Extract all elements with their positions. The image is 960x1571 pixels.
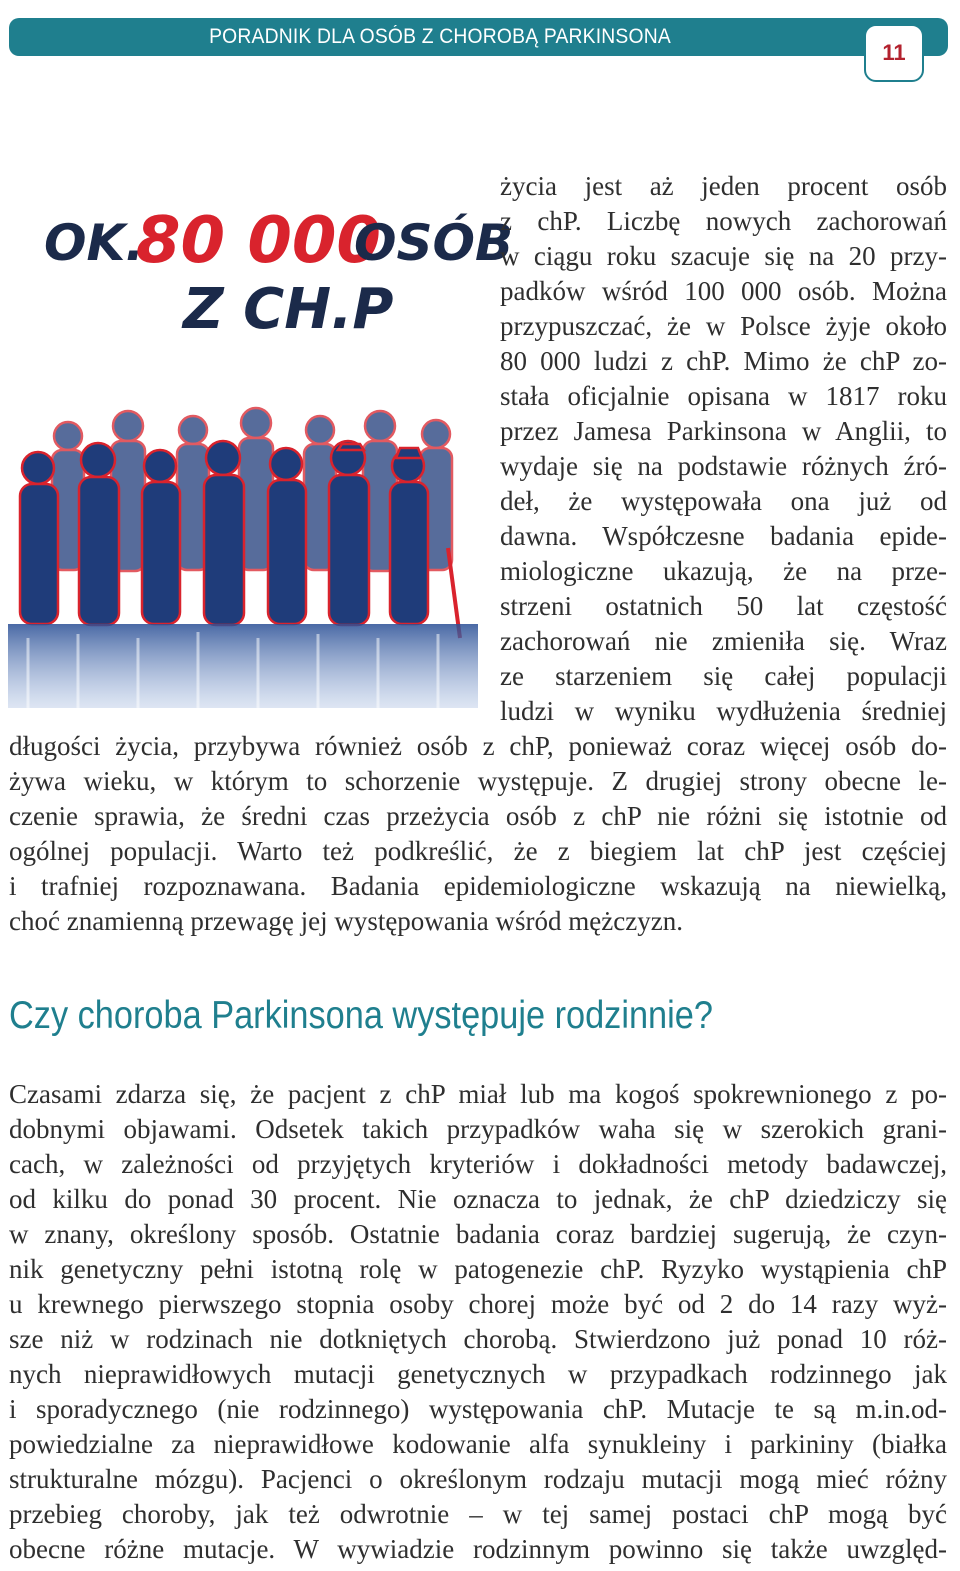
text-line: stała oficjalnie opisana w 1817 roku (500, 381, 947, 411)
text-line: nych nieprawidłowych mutacji genetycznych w przypadkach rodzinnego jak (9, 1359, 947, 1389)
headline-suffix: OSÓB (354, 214, 514, 272)
text-line: z chP. Liczbę nowych zachorowań (500, 206, 947, 236)
text-line: żywa wieku, w którym to schorzenie występuje. Z drugiej strony obecne le- (9, 766, 947, 796)
text-line: ludzi w wyniku wydłużenia średniej (500, 696, 947, 726)
text-line: choć znamienną przewagę jej występowania wśród mężczyzn. (9, 906, 683, 936)
text-line: 80 000 ludzi z chP. Mimo że chP zo- (500, 346, 947, 376)
text-line: życia jest aż jeden procent osób (500, 171, 947, 201)
text-line: strukturalne mózgu). Pacjenci o określonym rodzaju mutacji mogą mieć różny (9, 1464, 947, 1494)
headline-prefix: OK. (44, 214, 145, 272)
text-line: Czasami zdarza się, że pacjent z chP miał lub ma kogoś spokrewnionego z po- (9, 1079, 947, 1109)
paragraph-2 (9, 1077, 947, 1567)
crowd-silhouettes (20, 408, 460, 638)
text-line: i sporadycznego (nie rodzinnego) występowania chP. Mutacje te są m.in.od- (9, 1394, 947, 1424)
text-line: cach, w zależności od przyjętych kryteriów i dokładności metody badawczej, (9, 1149, 947, 1179)
text-line: dawna. Współczesne badania epide- (500, 521, 947, 551)
text-line: w znany, określony sposób. Ostatnie badania coraz bardziej sugerują, że czyn- (9, 1219, 947, 1249)
text-line: u krewnego pierwszego stopnia osoby chorej może być od 2 do 14 razy wyż- (9, 1289, 947, 1319)
text-line: i trafniej rozpoznawana. Badania epidemiologiczne wskazują na niewielką, (9, 871, 947, 901)
paragraph-1-right-column (500, 169, 947, 729)
text-line: dobnymi objawami. Odsetek takich przypadków waha się w szerokich grani- (9, 1114, 947, 1144)
text-line: przez Jamesa Parkinsona w Anglii, to (500, 416, 947, 446)
text-line: długości życia, przybywa również osób z chP, ponieważ coraz więcej osób do- (9, 731, 947, 761)
headline-number: 80 000 (136, 204, 381, 278)
text-line: padków wśród 100 000 osób. Można (500, 276, 947, 306)
text-line: zachorowań nie zmieniła się. Wraz (500, 626, 947, 656)
text-line: ze starzeniem się całej populacji (500, 661, 947, 691)
header-bar (9, 18, 948, 65)
text-line: strzeni ostatnich 50 lat częstość (500, 591, 947, 621)
text-line: czenie sprawia, że średni czas przeżycia osób z chP nie różni się istotnie od (9, 801, 947, 831)
text-line: nik genetyczny pełni istotną rolę w patogenezie chP. Ryzyko wystąpienia chP (9, 1254, 947, 1284)
page-number: 11 (864, 24, 924, 82)
text-line: przypuszczać, że w Polsce żyje około (500, 311, 947, 341)
text-line: sze niż w rodzinach nie dotkniętych chorobą. Stwierdzono już ponad 10 róż- (9, 1324, 947, 1354)
crowd-illustration (8, 168, 514, 708)
section-heading: Czy choroba Parkinsona występuje rodzinnie? (9, 994, 713, 1037)
running-title: PORADNIK DLA OSÓB Z CHOROBĄ PARKINSONA (209, 25, 671, 48)
text-line: od kilku do ponad 30 procent. Nie oznacza to jednak, że chP dziedziczy się (9, 1184, 947, 1214)
text-line: w ciągu roku szacuje się na 20 przy- (500, 241, 947, 271)
text-line: wydaje się na podstawie różnych źró- (500, 451, 947, 481)
text-line: ogólnej populacji. Warto też podkreślić, że z biegiem lat chP jest częściej (9, 836, 947, 866)
text-line: przebieg choroby, jak też odwrotnie – w tej samej postaci chP mogą być (9, 1499, 947, 1529)
text-line: miologiczne ukazują, że na prze- (500, 556, 947, 586)
text-line: obecne różne mutacje. W wywiadzie rodzinnym powinno się także uwzględ- (9, 1534, 947, 1564)
headline-line2: Z CH.P (183, 277, 394, 342)
text-line: deł, że występowała ona już od (500, 486, 947, 516)
paragraph-1-continuation (9, 729, 947, 939)
text-line: powiedzialne za nieprawidłowe kodowanie alfa synukleiny i parkininy (białka (9, 1429, 947, 1459)
